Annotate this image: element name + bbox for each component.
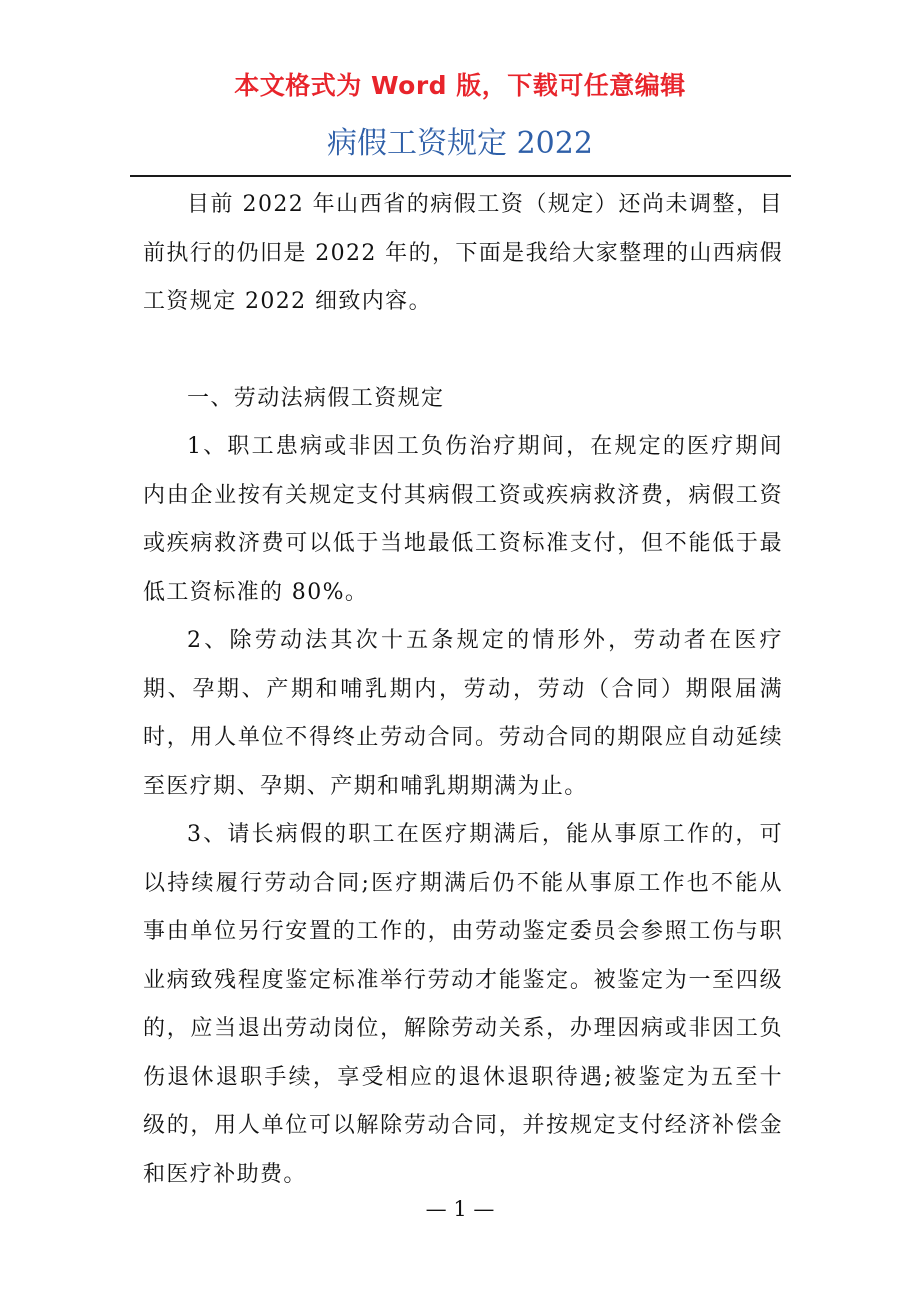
document-body: [143, 181, 783, 1199]
document-title: 病假工资规定 2022: [327, 126, 593, 161]
rule-paragraph-1: 1、职工患病或非因工负伤治疗期间，在规定的医疗期间内由企业按有关规定支付其病假工资或疾病救济费，病假工资或疾病救济费可以低于当地最低工资标准支付，但不能低于最低工资标准的 80%。: [143, 434, 783, 605]
paragraph-spacer: [143, 327, 783, 375]
page-number: — 1 —: [425, 1197, 495, 1221]
rule-paragraph-3: 3、请长病假的职工在医疗期满后，能从事原工作的，可以持续履行劳动合同;医疗期满后仍不能从事原工作也不能从事由单位另行安置的工作的，由劳动鉴定委员会参照工伤与职业病致残程度鉴定标准举行劳动才能鉴定。被鉴定为一至四级的，应当退出劳动岗位，解除劳动关系，办理因病或非因工负伤退休退职手续，享受相应的退休退职待遇;被鉴定为五至十级的，用人单位可以解除劳动合同，并按规定支付经济补偿金和医疗补助费。: [143, 822, 783, 1187]
rule-paragraph-2: 2、除劳动法其次十五条规定的情形外，劳动者在医疗期、孕期、产期和哺乳期内，劳动，劳动（合同）期限届满时，用人单位不得终止劳动合同。劳动合同的期限应自动延续至医疗期、孕期、产期和哺乳期期满为止。: [143, 628, 783, 799]
format-notice-banner: 本文格式为 Word 版，下载可任意编辑: [234, 71, 686, 100]
intro-paragraph: 目前 2022 年山西省的病假工资（规定）还尚未调整，目前执行的仍旧是 2022 年的，下面是我给大家整理的山西病假工资规定 2022 细致内容。: [143, 192, 783, 314]
section-heading: 一、劳动法病假工资规定: [187, 385, 445, 411]
title-divider: [130, 175, 791, 177]
